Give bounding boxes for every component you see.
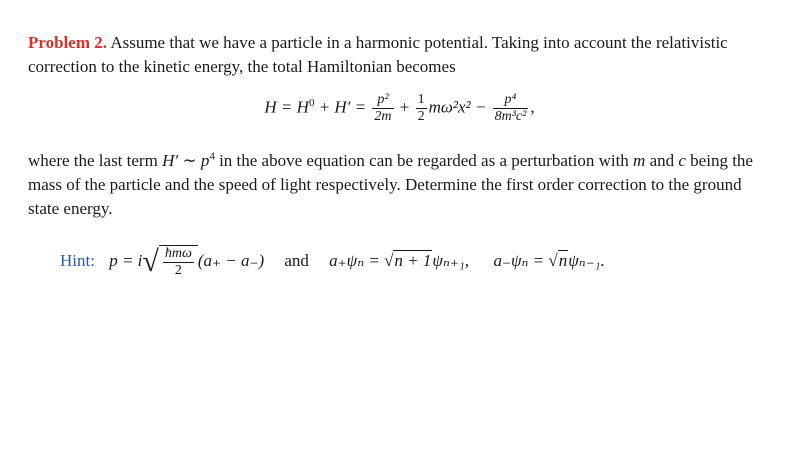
body-p: p [200, 151, 210, 170]
hamiltonian-equation: $H = H^0 + H'$ = $\frac{\text{p²}}{2m}$ + $\frac{1}{2}$ mω²x² − $\frac{\text{p⁴}}{\text{8m³c²}}$ , [264, 92, 535, 124]
body-sim: ∼ [178, 151, 201, 170]
sqrt-body [159, 245, 198, 279]
sqrt-den: 2 [174, 263, 182, 278]
body-text-d: and [645, 151, 679, 170]
problem-intro-text: Assume that we have a particle in a harmonic potential. Taking into account the relativistic correction to the kinetic energy, the total Hamiltonian becomes [28, 33, 728, 76]
body-text-c: in the above equation can be regarded as a perturbation with [214, 151, 634, 170]
problem-intro [28, 31, 773, 79]
hint-ops: (a₊ − a₋) [197, 250, 265, 270]
frac2-num: 1 [417, 92, 425, 107]
body-text-e: being the mass of the particle and the speed of light respectively. Determine the first order correction to the ground state energy. [28, 151, 753, 218]
frac3-num: p⁴ [493, 92, 529, 109]
sqrt-symbol: √ [142, 245, 159, 278]
body-m: m [633, 151, 646, 170]
hint-eq1-lhs: a₊ψₙ = [329, 250, 385, 270]
frac3-den: 8m³c² [494, 109, 527, 124]
fraction-kinetic [372, 92, 393, 125]
hint-eq1-root: n + 1 [394, 250, 432, 270]
hint-eq2-root: n [558, 250, 568, 270]
eq-lhs-sup: 0 [308, 96, 315, 109]
body-h-prime: H′ [162, 151, 179, 170]
problem-label: Problem 2. [28, 33, 108, 52]
hint-label: Hint: [60, 250, 95, 270]
sqrt-fraction [163, 246, 194, 279]
eq-potential: mω²x² − [428, 97, 487, 117]
hint [60, 245, 780, 279]
body-p-sup: 4 [209, 150, 215, 163]
frac1-den: 2m [374, 109, 392, 124]
fraction-correction [493, 92, 529, 125]
problem-body [28, 149, 773, 221]
root-sign-2: √ [548, 250, 558, 270]
body-c: c [678, 151, 686, 170]
sqrt-num: ħmω [164, 246, 192, 261]
eq-plus: + H′ = [314, 97, 371, 117]
body-text-a: where the last term [28, 151, 163, 170]
fraction-half [416, 92, 427, 125]
hint-and: and [284, 250, 309, 270]
hint-eq1-rhs: ψₙ₊₁, [432, 250, 469, 270]
sqrt-expression [142, 245, 197, 279]
eq-lhs: H = H [264, 97, 309, 117]
hint-p-eq: p = i [109, 250, 143, 270]
hint-eq2-lhs: a₋ψₙ = [493, 250, 549, 270]
frac1-num: p² [372, 92, 393, 109]
frac2-den: 2 [417, 109, 425, 124]
root-sign-1: √ [384, 250, 394, 270]
eq-tail: , [530, 97, 535, 117]
hint-eq2-rhs: ψₙ₋₁. [568, 250, 605, 270]
